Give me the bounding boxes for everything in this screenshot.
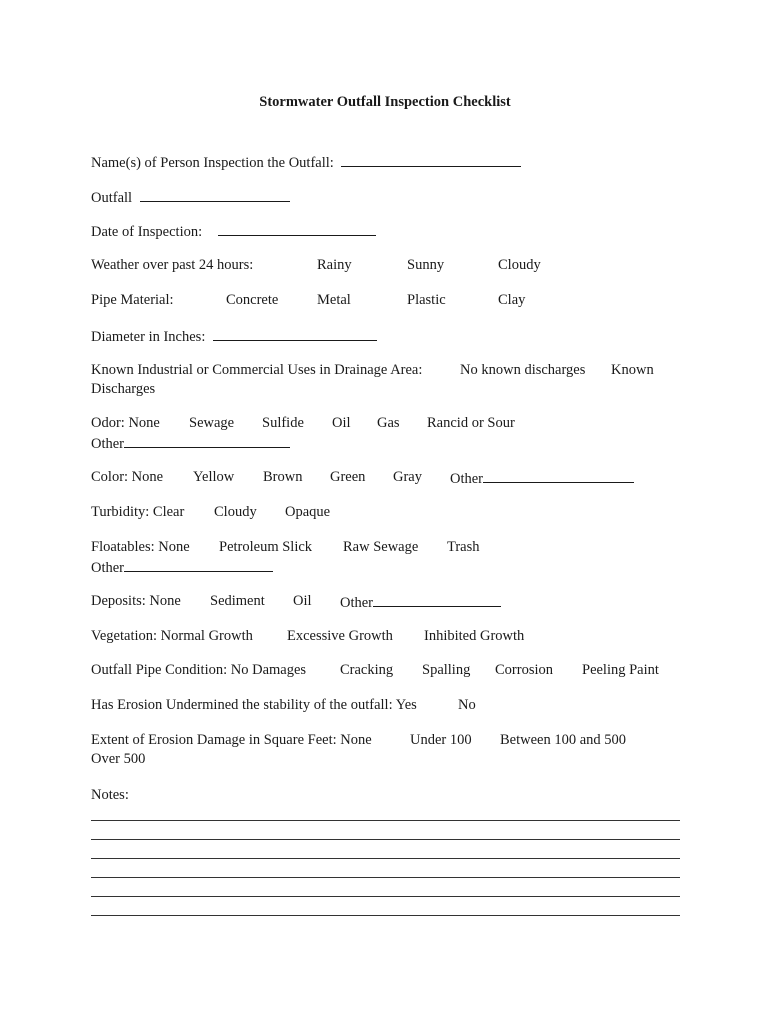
turbidity-option-cloudy[interactable]: Cloudy xyxy=(214,504,257,520)
vegetation-option-excessive[interactable]: Excessive Growth xyxy=(287,628,393,644)
notes-line[interactable] xyxy=(91,839,680,840)
notes-line[interactable] xyxy=(91,858,680,859)
diameter-field[interactable] xyxy=(213,326,377,341)
deposits-option-oil[interactable]: Oil xyxy=(293,593,312,609)
notes-line[interactable] xyxy=(91,877,680,878)
deposits-label: Deposits: None xyxy=(91,593,181,609)
pipe-condition-option-corrosion[interactable]: Corrosion xyxy=(495,662,553,678)
vegetation-label: Vegetation: Normal Growth xyxy=(91,628,253,644)
pipe-condition-option-spalling[interactable]: Spalling xyxy=(422,662,471,678)
color-other-field[interactable] xyxy=(483,468,634,483)
pipe-material-option-metal[interactable]: Metal xyxy=(317,292,351,308)
name-row xyxy=(91,152,521,173)
erosion-extent-option-over-500[interactable]: Over 500 xyxy=(91,751,146,767)
erosion-extent-option-100-500[interactable]: Between 100 and 500 xyxy=(500,732,627,748)
date-label: Date of Inspection: xyxy=(91,224,203,240)
erosion-extent-label: Extent of Erosion Damage in Square Feet: None xyxy=(91,732,372,748)
color-option-yellow[interactable]: Yellow xyxy=(193,469,235,485)
deposits-other-field[interactable] xyxy=(373,592,501,607)
floatables-other-field[interactable] xyxy=(124,557,273,572)
odor-option-sewage[interactable]: Sewage xyxy=(189,415,235,431)
pipe-condition-label: Outfall Pipe Condition: No Damages xyxy=(91,662,307,678)
color-label: Color: None xyxy=(91,469,164,485)
notes-label: Notes: xyxy=(91,787,129,803)
odor-other-row xyxy=(91,433,290,454)
pipe-material-option-plastic[interactable]: Plastic xyxy=(407,292,446,308)
odor-label: Odor: None xyxy=(91,415,160,431)
weather-label: Weather over past 24 hours: xyxy=(91,257,254,273)
floatables-other-row xyxy=(91,557,273,578)
known-uses-option-discharges[interactable]: Discharges xyxy=(91,381,156,397)
diameter-label: Diameter in Inches: xyxy=(91,329,206,345)
turbidity-label: Turbidity: Clear xyxy=(91,504,185,520)
floatables-option-trash[interactable]: Trash xyxy=(447,539,480,555)
color-option-gray[interactable]: Gray xyxy=(393,469,422,485)
pipe-material-option-concrete[interactable]: Concrete xyxy=(226,292,279,308)
pipe-condition-option-cracking[interactable]: Cracking xyxy=(340,662,394,678)
notes-line[interactable] xyxy=(91,915,680,916)
pipe-material-option-clay[interactable]: Clay xyxy=(498,292,526,308)
floatables-option-sewage[interactable]: Raw Sewage xyxy=(343,539,419,555)
name-field[interactable] xyxy=(341,152,521,167)
deposits-other-row xyxy=(340,592,501,613)
color-other-label: Other xyxy=(450,471,484,487)
deposits-option-sediment[interactable]: Sediment xyxy=(210,593,265,609)
date-row xyxy=(91,221,376,242)
color-other-row xyxy=(450,468,634,489)
deposits-other-label: Other xyxy=(340,595,374,611)
turbidity-option-opaque[interactable]: Opaque xyxy=(285,504,331,520)
odor-option-sulfide[interactable]: Sulfide xyxy=(262,415,304,431)
odor-option-gas[interactable]: Gas xyxy=(377,415,400,431)
known-uses-option-none[interactable]: No known discharges xyxy=(460,362,586,378)
odor-other-field[interactable] xyxy=(124,433,290,448)
erosion-label: Has Erosion Undermined the stability of the outfall: Yes xyxy=(91,697,417,713)
known-uses-label: Known Industrial or Commercial Uses in Drainage Area: xyxy=(91,362,423,378)
notes-line[interactable] xyxy=(91,896,680,897)
date-field[interactable] xyxy=(218,221,376,236)
erosion-option-no[interactable]: No xyxy=(458,697,476,713)
odor-other-label: Other xyxy=(91,436,125,452)
erosion-extent-option-under-100[interactable]: Under 100 xyxy=(410,732,472,748)
pipe-material-label: Pipe Material: xyxy=(91,292,174,308)
known-uses-option-known[interactable]: Known xyxy=(611,362,654,378)
outfall-field[interactable] xyxy=(140,187,290,202)
outfall-row xyxy=(91,187,290,208)
weather-option-rainy[interactable]: Rainy xyxy=(317,257,352,273)
name-label: Name(s) of Person Inspection the Outfall: xyxy=(91,155,334,171)
floatables-other-label: Other xyxy=(91,560,125,576)
outfall-label: Outfall xyxy=(91,190,133,206)
diameter-row xyxy=(91,326,377,347)
page-title: Stormwater Outfall Inspection Checklist xyxy=(259,94,511,110)
odor-option-rancid[interactable]: Rancid or Sour xyxy=(427,415,515,431)
pipe-condition-option-peeling[interactable]: Peeling Paint xyxy=(582,662,659,678)
notes-line[interactable] xyxy=(91,820,680,821)
color-option-green[interactable]: Green xyxy=(330,469,366,485)
weather-option-cloudy[interactable]: Cloudy xyxy=(498,257,541,273)
floatables-option-petroleum[interactable]: Petroleum Slick xyxy=(219,539,313,555)
vegetation-option-inhibited[interactable]: Inhibited Growth xyxy=(424,628,525,644)
color-option-brown[interactable]: Brown xyxy=(263,469,303,485)
floatables-label: Floatables: None xyxy=(91,539,190,555)
odor-option-oil[interactable]: Oil xyxy=(332,415,351,431)
weather-option-sunny[interactable]: Sunny xyxy=(407,257,445,273)
